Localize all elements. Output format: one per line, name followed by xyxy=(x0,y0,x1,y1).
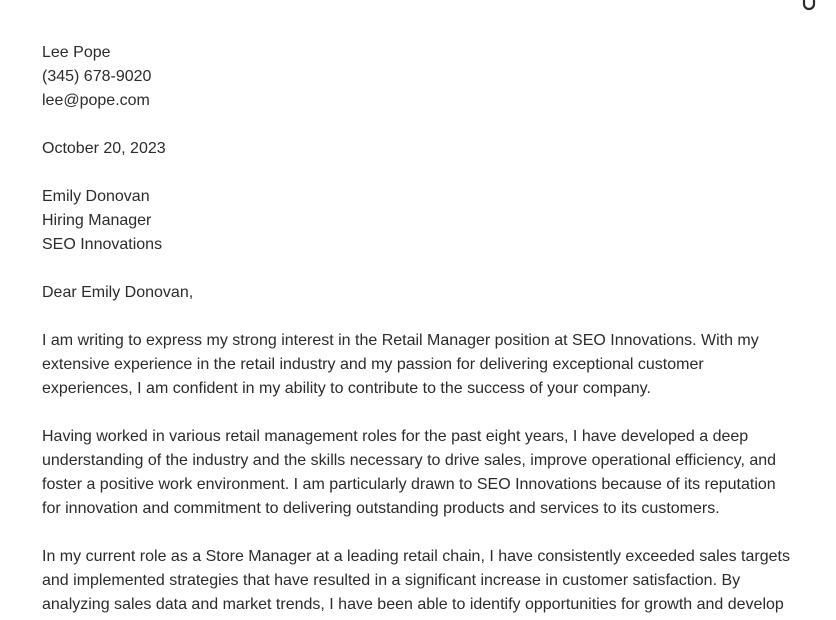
body-paragraph-3 xyxy=(42,545,802,617)
paragraph-line: I am writing to express my strong interest in the Retail Manager position at SEO Innovations. With my xyxy=(42,332,759,349)
paragraph-line: extensive experience in the retail industry and my passion for delivering exceptional customer xyxy=(42,356,704,373)
body-paragraph-2 xyxy=(42,425,802,521)
letter-date: October 20, 2023 xyxy=(42,140,166,157)
recipient-title: Hiring Manager xyxy=(42,212,152,229)
cover-letter xyxy=(42,41,802,617)
paragraph-line: foster a positive work environment. I am particularly drawn to SEO Innovations because of its reputation xyxy=(42,476,776,493)
sender-email: lee@pope.com xyxy=(42,92,150,109)
sender-block xyxy=(42,41,802,113)
paragraph-line: for innovation and commitment to delivering outstanding products and services to its customers. xyxy=(42,500,720,517)
partial-glyph-icon xyxy=(802,0,816,14)
paragraph-line: analyzing sales data and market trends, I have been able to identify opportunities for growth and develop xyxy=(42,596,784,613)
recipient-block xyxy=(42,185,802,257)
recipient-company: SEO Innovations xyxy=(42,236,163,253)
sender-phone: (345) 678-9020 xyxy=(42,68,152,85)
paragraph-line: experiences, I am confident in my ability to contribute to the success of your company. xyxy=(42,380,651,397)
recipient-name: Emily Donovan xyxy=(42,188,150,205)
body-paragraph-1 xyxy=(42,329,802,401)
paragraph-line: and implemented strategies that have resulted in a significant increase in customer satisfaction. By xyxy=(42,572,741,589)
sender-name: Lee Pope xyxy=(42,44,111,61)
salutation: Dear Emily Donovan, xyxy=(42,284,194,301)
paragraph-line: Having worked in various retail management roles for the past eight years, I have developed a deep xyxy=(42,428,749,445)
paragraph-line: understanding of the industry and the skills necessary to drive sales, improve operational efficiency, and xyxy=(42,452,777,469)
paragraph-line: In my current role as a Store Manager at a leading retail chain, I have consistently exceeded sales targets xyxy=(42,548,790,565)
